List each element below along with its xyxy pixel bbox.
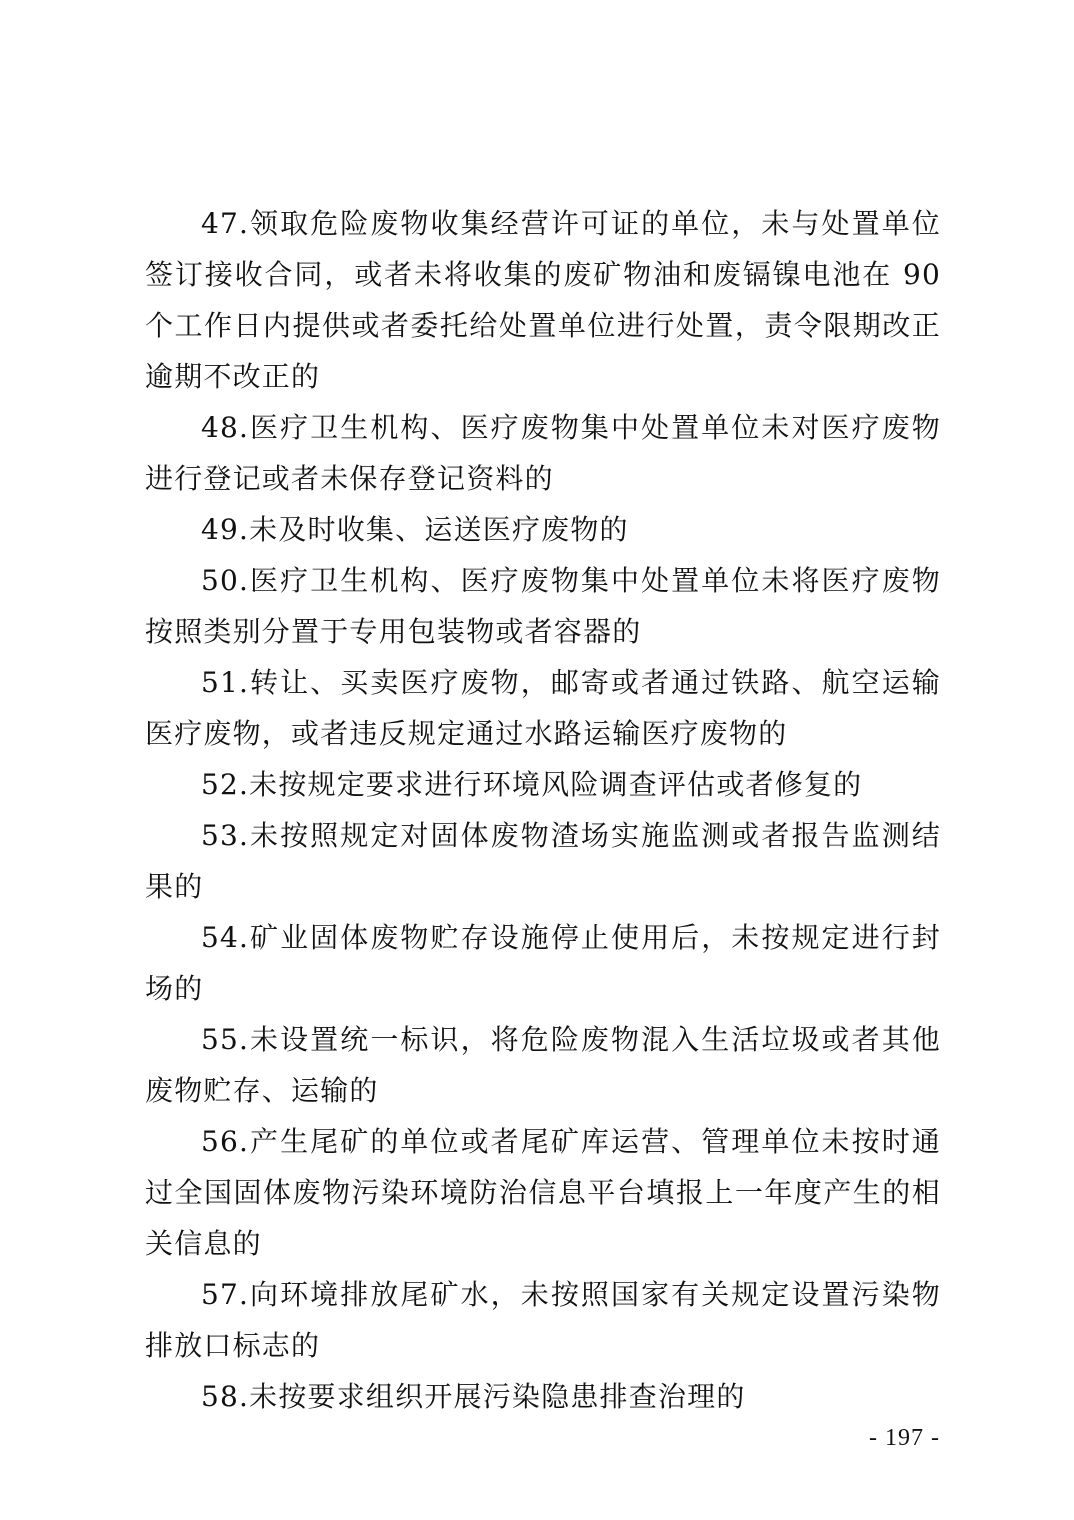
page-number: - 197 - bbox=[869, 1425, 940, 1451]
list-item: 55.未设置统一标识，将危险废物混入生活垃圾或者其他废物贮存、运输的 bbox=[145, 1023, 941, 1107]
list-item: 54.矿业固体废物贮存设施停止使用后，未按规定进行封场的 bbox=[145, 921, 941, 1005]
list-item: 53.未按照规定对固体废物渣场实施监测或者报告监测结果的 bbox=[145, 819, 941, 903]
list-item: 50.医疗卫生机构、医疗废物集中处置单位未将医疗废物按照类别分置于专用包装物或者容器的 bbox=[145, 564, 941, 648]
list-item: 52.未按规定要求进行环境风险调查评估或者修复的 bbox=[201, 768, 863, 801]
list-item: 56.产生尾矿的单位或者尾矿库运营、管理单位未按时通过全国固体废物污染环境防治信息平台填报上一年度产生的相关信息的 bbox=[145, 1125, 941, 1260]
list-item: 48.医疗卫生机构、医疗废物集中处置单位未对医疗废物进行登记或者未保存登记资料的 bbox=[145, 411, 941, 495]
list-item: 49.未及时收集、运送医疗废物的 bbox=[201, 513, 629, 546]
list-item: 57.向环境排放尾矿水，未按照国家有关规定设置污染物排放口标志的 bbox=[145, 1278, 941, 1362]
item-list bbox=[145, 198, 941, 1422]
list-item: 47.领取危险废物收集经营许可证的单位，未与处置单位签订接收合同，或者未将收集的废矿物油和废镉镍电池在 90 个工作日内提供或者委托给处置单位进行处置，责令限期改正逾期不改正的 bbox=[145, 207, 941, 393]
list-item: 58.未按要求组织开展污染隐患排查治理的 bbox=[201, 1380, 746, 1413]
list-item: 51.转让、买卖医疗废物，邮寄或者通过铁路、航空运输医疗废物，或者违反规定通过水路运输医疗废物的 bbox=[145, 666, 941, 750]
